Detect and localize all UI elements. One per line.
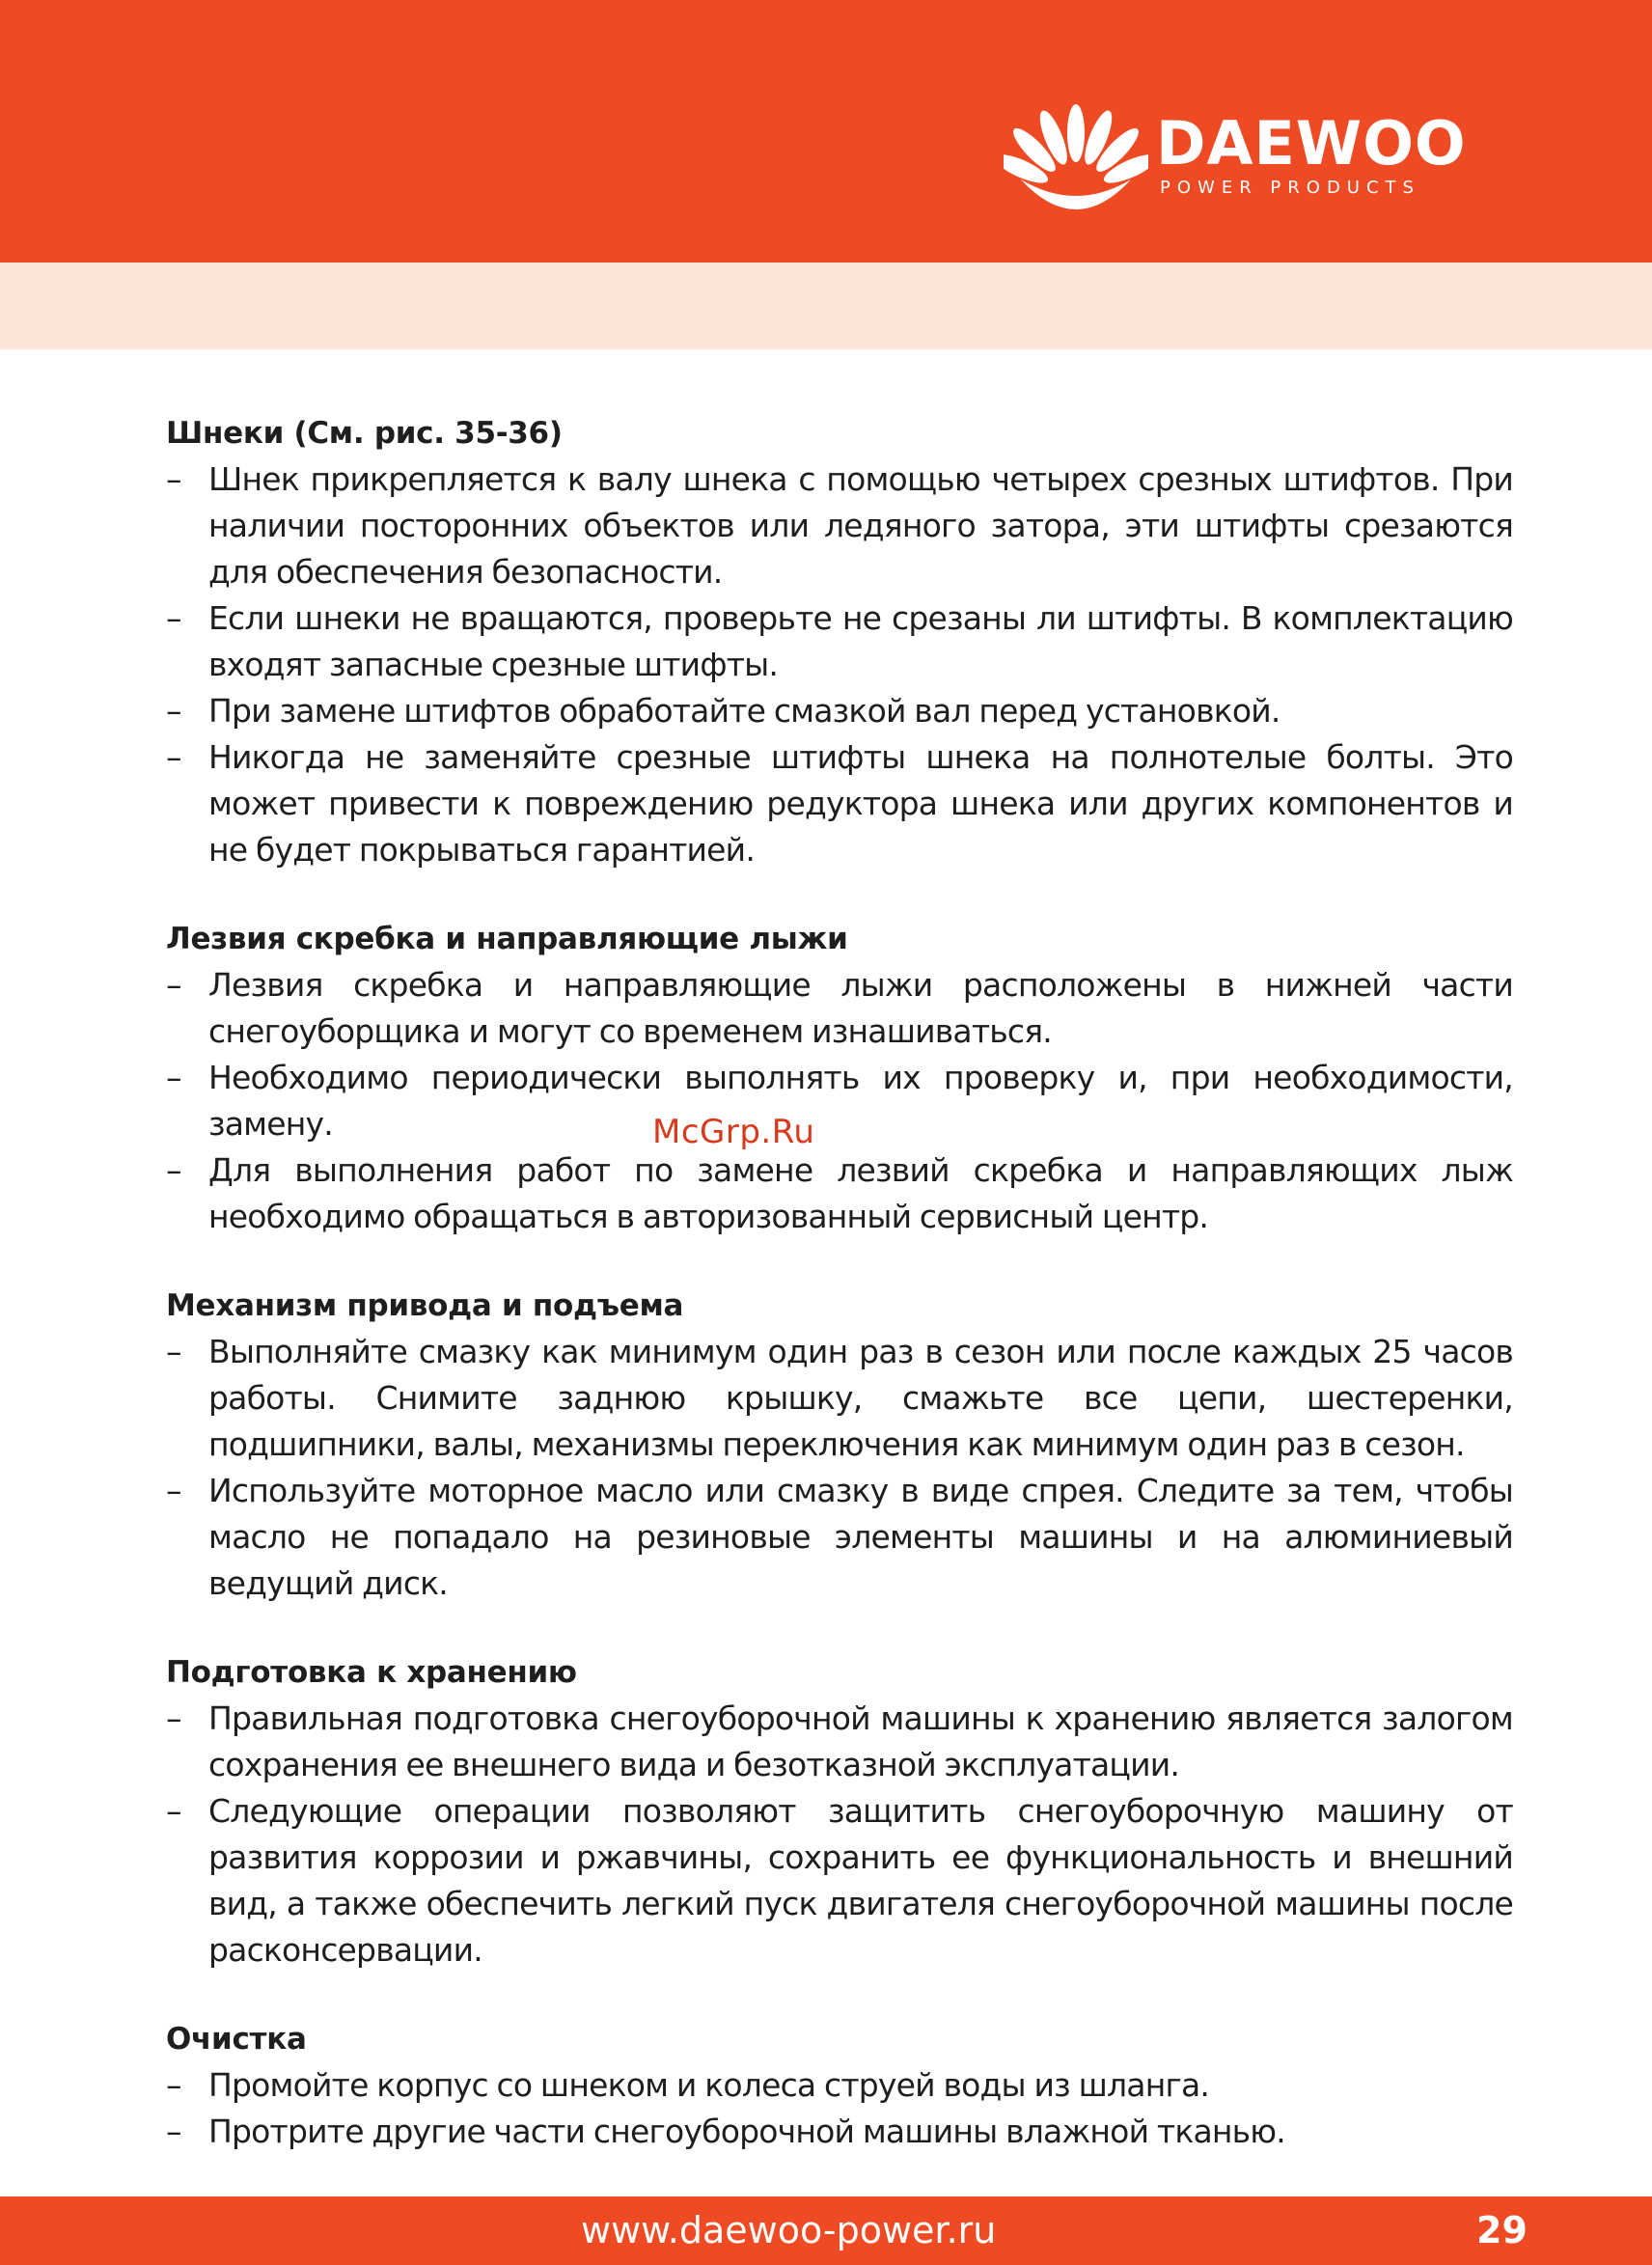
section-storage-prep: [166, 1649, 1513, 1974]
list-item: [166, 1055, 1513, 1147]
section-title: Лезвия скребка и направляющие лыжи: [166, 922, 848, 956]
list-item: [166, 1329, 1513, 1468]
section-title: Подготовка к хранению: [166, 1655, 577, 1690]
bullet-dash: –: [166, 1333, 181, 1370]
list-item-text: Шнек прикрепляется к валу шнека с помощью четырех срезных штифтов. При наличии посторонних объектов или ледяного затора, эти штифты срезаются для обеспечения безопасности.: [208, 460, 1513, 591]
bullet-dash: –: [166, 599, 181, 637]
list-item-text: Если шнеки не вращаются, проверьте не срезаны ли штифты. В комплектацию входят запасные срезные штифты.: [208, 599, 1513, 683]
list-item-text: Выполняйте смазку как минимум один раз в сезон или после каждых 25 часов работы. Снимите заднюю крышку, смажьте все цепи, шестеренки, подшипники, валы, механизмы переключения как минимум один раз в сезон.: [208, 1333, 1513, 1463]
list-item: [166, 1696, 1513, 1788]
list-item: [166, 1147, 1513, 1240]
list-item-text: Необходимо периодически выполнять их проверку и, при необходимости, замену.: [208, 1059, 1513, 1143]
section-title: Механизм привода и подъема: [166, 1288, 684, 1323]
subheader-band: [0, 262, 1652, 349]
page-content: [166, 410, 1513, 2155]
brand-subtitle: POWER PRODUCTS: [1160, 178, 1420, 198]
brand-logo: [1004, 104, 1486, 210]
section-title: Шнеки (См. рис. 35-36): [166, 416, 563, 451]
bullet-dash: –: [166, 966, 181, 1004]
list-item-text: Никогда не заменяйте срезные штифты шнека на полнотелые болты. Это может привести к повреждению редуктора шнека или других компонентов и не будет покрываться гарантией.: [208, 738, 1513, 869]
list-item-text: Лезвия скребка и направляющие лыжи расположены в нижней части снегоуборщика и могут со временем изнашиваться.: [208, 966, 1513, 1050]
bullet-dash: –: [166, 738, 181, 776]
list-item: [166, 456, 1513, 595]
list-item: [166, 2062, 1513, 2109]
brand-name: DAEWOO: [1156, 108, 1467, 179]
bullet-dash: –: [166, 460, 181, 498]
bullet-dash: –: [166, 692, 181, 730]
bullet-dash: –: [166, 1151, 181, 1189]
list-item: [166, 1788, 1513, 1974]
list-item: [166, 734, 1513, 873]
page-number: 29: [1476, 2209, 1528, 2251]
list-item: [166, 688, 1513, 734]
bullet-dash: –: [166, 1059, 181, 1096]
section-augers: [166, 410, 1513, 873]
bullet-dash: –: [166, 2066, 181, 2104]
list-item-text: Следующие операции позволяют защитить снегоуборочную машину от развития коррозии и ржавчины, сохранить ее функциональность и внешний вид, а также обеспечить легкий пуск двигателя снегоуборочной машины после расконсервации.: [208, 1792, 1513, 1969]
list-item-text: Для выполнения работ по замене лезвий скребка и направляющих лыж необходимо обращаться в авторизованный сервисный центр.: [208, 1151, 1513, 1235]
watermark: McGrp.Ru: [652, 1113, 815, 1151]
list-item: [166, 595, 1513, 688]
list-item-text: Протрите другие части снегоуборочной машины влажной тканью.: [208, 2113, 1285, 2150]
section-drive-mechanism: [166, 1283, 1513, 1607]
list-item-text: При замене штифтов обработайте смазкой вал перед установкой.: [208, 692, 1280, 730]
bullet-dash: –: [166, 2113, 181, 2150]
footer-url[interactable]: www.daewoo-power.ru: [581, 2209, 997, 2251]
daewoo-tulip-icon: [1004, 104, 1148, 210]
list-item: [166, 1468, 1513, 1607]
list-item-text: Правильная подготовка снегоуборочной машины к хранению является залогом сохранения ее внешнего вида и безотказной эксплуатации.: [208, 1699, 1513, 1783]
list-item-text: Используйте моторное масло или смазку в виде спрея. Следите за тем, чтобы масло не попадало на резиновые элементы машины и на алюминиевый ведущий диск.: [208, 1472, 1513, 1602]
bullet-dash: –: [166, 1699, 181, 1737]
list-item: [166, 2109, 1513, 2155]
section-title: Очистка: [166, 2022, 307, 2057]
section-scraper-blades: [166, 916, 1513, 1240]
section-cleaning: [166, 2016, 1513, 2155]
bullet-dash: –: [166, 1472, 181, 1509]
bullet-dash: –: [166, 1792, 181, 1830]
list-item-text: Промойте корпус со шнеком и колеса струей воды из шланга.: [208, 2066, 1210, 2104]
list-item: [166, 962, 1513, 1055]
